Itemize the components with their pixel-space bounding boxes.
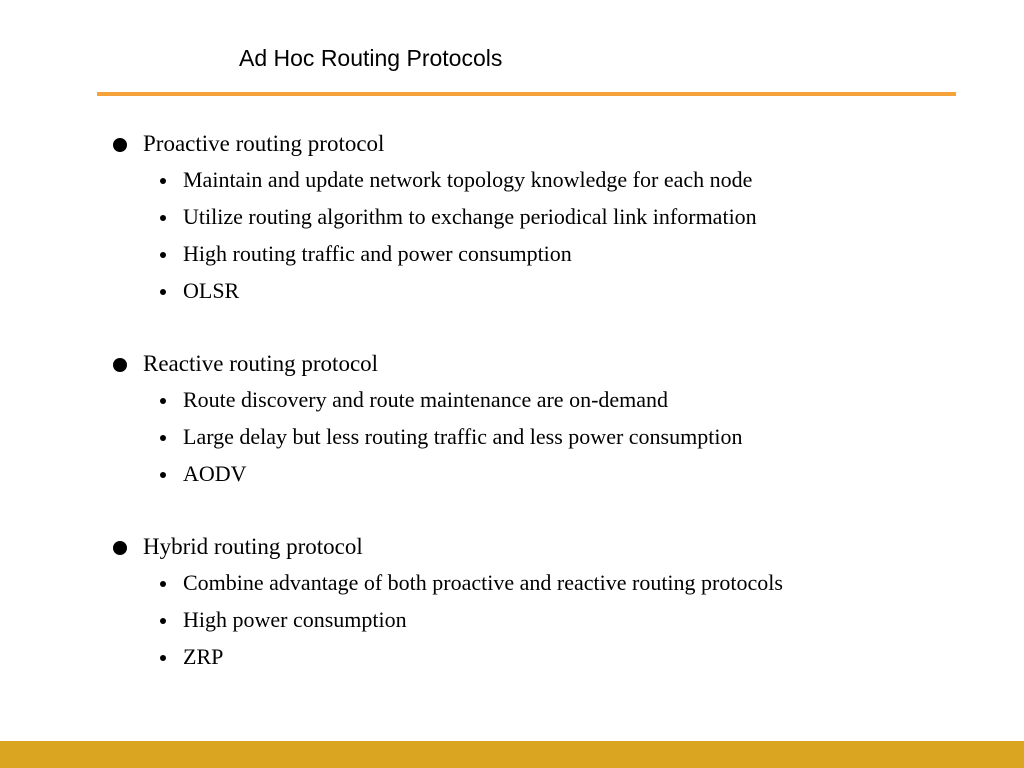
section-label: Proactive routing protocol (143, 131, 385, 156)
sub-bullet-item (0, 641, 1024, 678)
section-label: Hybrid routing protocol (143, 534, 363, 559)
sub-bullet-item (0, 384, 1024, 421)
sub-bullet-text: ZRP (183, 644, 224, 669)
sub-bullet-item (0, 421, 1024, 458)
dot-bullet-icon (160, 655, 166, 661)
dot-bullet-icon (160, 398, 166, 404)
sub-bullet-text: High power consumption (183, 607, 407, 632)
dot-bullet-icon (160, 178, 166, 184)
footer-bar (0, 741, 1024, 768)
sub-bullet-text: Route discovery and route maintenance are on-demand (183, 387, 669, 412)
section-proactive (0, 128, 1024, 312)
sub-bullet-item (0, 458, 1024, 495)
slide-content (0, 128, 1024, 714)
dot-bullet-icon (160, 215, 166, 221)
section-label: Reactive routing protocol (143, 351, 379, 376)
dot-bullet-icon (160, 252, 166, 258)
dot-bullet-icon (160, 472, 166, 478)
dot-bullet-icon (160, 581, 166, 587)
main-bullet-item (0, 128, 1024, 164)
filled-circle-bullet-icon (113, 138, 127, 152)
sub-bullet-text: Maintain and update network topology knowledge for each node (183, 167, 753, 192)
main-bullet-item (0, 348, 1024, 384)
filled-circle-bullet-icon (113, 358, 127, 372)
sub-bullet-text: AODV (183, 461, 247, 486)
sub-bullet-text: Utilize routing algorithm to exchange periodical link information (183, 204, 757, 229)
filled-circle-bullet-icon (113, 541, 127, 555)
dot-bullet-icon (160, 289, 166, 295)
sub-bullet-text: OLSR (183, 278, 240, 303)
dot-bullet-icon (160, 618, 166, 624)
title-divider (97, 92, 956, 96)
sub-bullet-item (0, 604, 1024, 641)
sub-bullet-item (0, 238, 1024, 275)
sub-bullet-text: Combine advantage of both proactive and reactive routing protocols (183, 570, 783, 595)
sub-bullet-text: High routing traffic and power consumption (183, 241, 572, 266)
sub-bullet-item (0, 567, 1024, 604)
sub-bullet-item (0, 201, 1024, 238)
slide-title: Ad Hoc Routing Protocols (239, 45, 503, 71)
dot-bullet-icon (160, 435, 166, 441)
sub-bullet-item (0, 164, 1024, 201)
sub-bullet-text: Large delay but less routing traffic and less power consumption (183, 424, 743, 449)
section-reactive (0, 348, 1024, 495)
main-bullet-item (0, 531, 1024, 567)
section-hybrid (0, 531, 1024, 678)
sub-bullet-item (0, 275, 1024, 312)
